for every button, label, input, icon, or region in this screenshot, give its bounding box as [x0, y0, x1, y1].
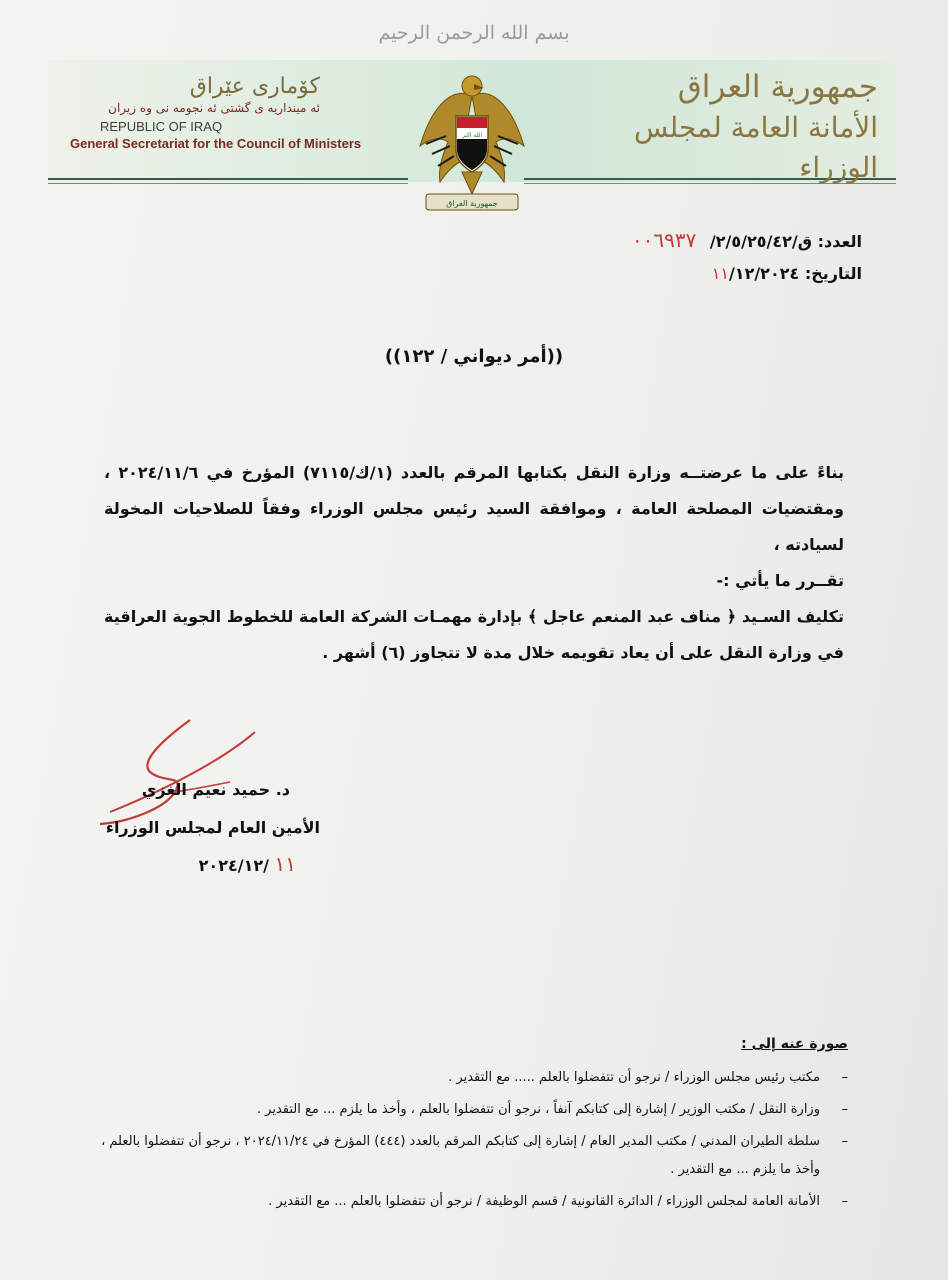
- order-title: ((أمر ديواني / ١٢٢)): [384, 346, 564, 367]
- svg-text:الله اكبر: الله اكبر: [461, 132, 483, 139]
- kurdish-line-1: كۆماری عێراق: [189, 74, 320, 99]
- signature-date: [199, 852, 296, 876]
- arabic-line-1: جمهورية العراق: [677, 69, 878, 105]
- basmala: بسم الله الرحمن الرحيم: [378, 22, 570, 44]
- handwritten-signature: [80, 712, 340, 832]
- number-stamp: ٠٠٦٩٣٧: [631, 228, 697, 252]
- header-rule-left-thin: [48, 183, 408, 184]
- header-right-block: [628, 66, 878, 188]
- copies-list-item: – وزارة النقل / مكتب الوزير / إشارة إلى كتابكم آنفاً ، نرجو أن تتفضلوا بالعلم ، وأخذ ما يلزم ... مع التقدير .: [256, 1102, 848, 1117]
- iraq-eagle-emblem-icon: [412, 66, 532, 214]
- date-label: التاريخ:: [804, 264, 862, 283]
- copies-heading: صورة عنه إلى :: [741, 1036, 848, 1052]
- number-label: العدد:: [817, 232, 862, 251]
- copies-section: [88, 1036, 848, 1220]
- signatory-name: د. حميد نعيم الغزي: [141, 780, 290, 799]
- signature-date-day: ١١: [274, 852, 296, 876]
- number-value: ق/٢/٥/٢٥/٤٢/: [709, 232, 813, 251]
- date-value: /١٢/٢٠٢٤: [728, 264, 800, 283]
- date-handwritten-day: ١١: [711, 264, 729, 283]
- copies-list-item: – سلطة الطيران المدني / مكتب المدير العام / إشارة إلى كتابكم المرقم بالعدد (٤٤٤) المؤرخ في ٢٠٢٤/١١/٢٤ ، نرجو أن تتفضلوا بالعلم ، وأخذ ما يلزم ... مع التقدير .: [101, 1134, 848, 1177]
- copies-list-item: – الأمانة العامة لمجلس الوزراء / الدائرة القانونية / قسم الوظيفة / نرجو أن تتفضلوا بالعلم ... مع التقدير .: [268, 1194, 848, 1209]
- body-paragraph-1: بناءً على ما عرضتــه وزارة النقل بكتابها المرقم بالعدد (١/ك/٧١١٥) المؤرخ في ٢٠٢٤/١١/٦ ، ومقتضيات المصلحة العامة ، وموافقة السيد رئيس مجلس الوزراء وفقاً للصلاحيات المخولة لسيادته ،: [104, 463, 845, 554]
- document-number: [632, 228, 862, 252]
- signature-date-value: /٢٠٢٤/١٢: [198, 856, 269, 875]
- document-date: [712, 264, 862, 283]
- arabic-line-2: الأمانة العامة لمجلس الوزراء: [633, 111, 878, 184]
- english-line-1: REPUBLIC OF IRAQ: [100, 119, 223, 134]
- order-body: [104, 455, 844, 671]
- body-paragraph-3: تكليف السـيد ﴿ مناف عبد المنعم عاجل ﴾ بإدارة مهمـات الشركة العامة للخطوط الجوية العراقية في وزارة النقل على أن يعاد تقويمه خلال مدة لا تتجاوز (٦) أشهر .: [104, 607, 844, 662]
- english-line-2: General Secretariat for the Council of Ministers: [70, 136, 362, 151]
- header-left-block: [70, 74, 370, 151]
- copies-list-item: – مكتب رئيس مجلس الوزراء / نرجو أن تتفضلوا بالعلم ..... مع التقدير .: [448, 1070, 848, 1085]
- emblem-scroll-text: جمهورية العراق: [446, 199, 498, 208]
- kurdish-line-2: ئه‌ مینداریه‌ ی گشتی ئه‌ نجومه‌ نی وه‌ زیران: [108, 101, 320, 115]
- copies-list: [88, 1064, 848, 1216]
- signatory-title: الأمين العام لمجلس الوزراء: [105, 818, 320, 837]
- header-rule-left: [48, 178, 408, 180]
- body-paragraph-2: تقــرر ما يأتي :-: [716, 571, 844, 590]
